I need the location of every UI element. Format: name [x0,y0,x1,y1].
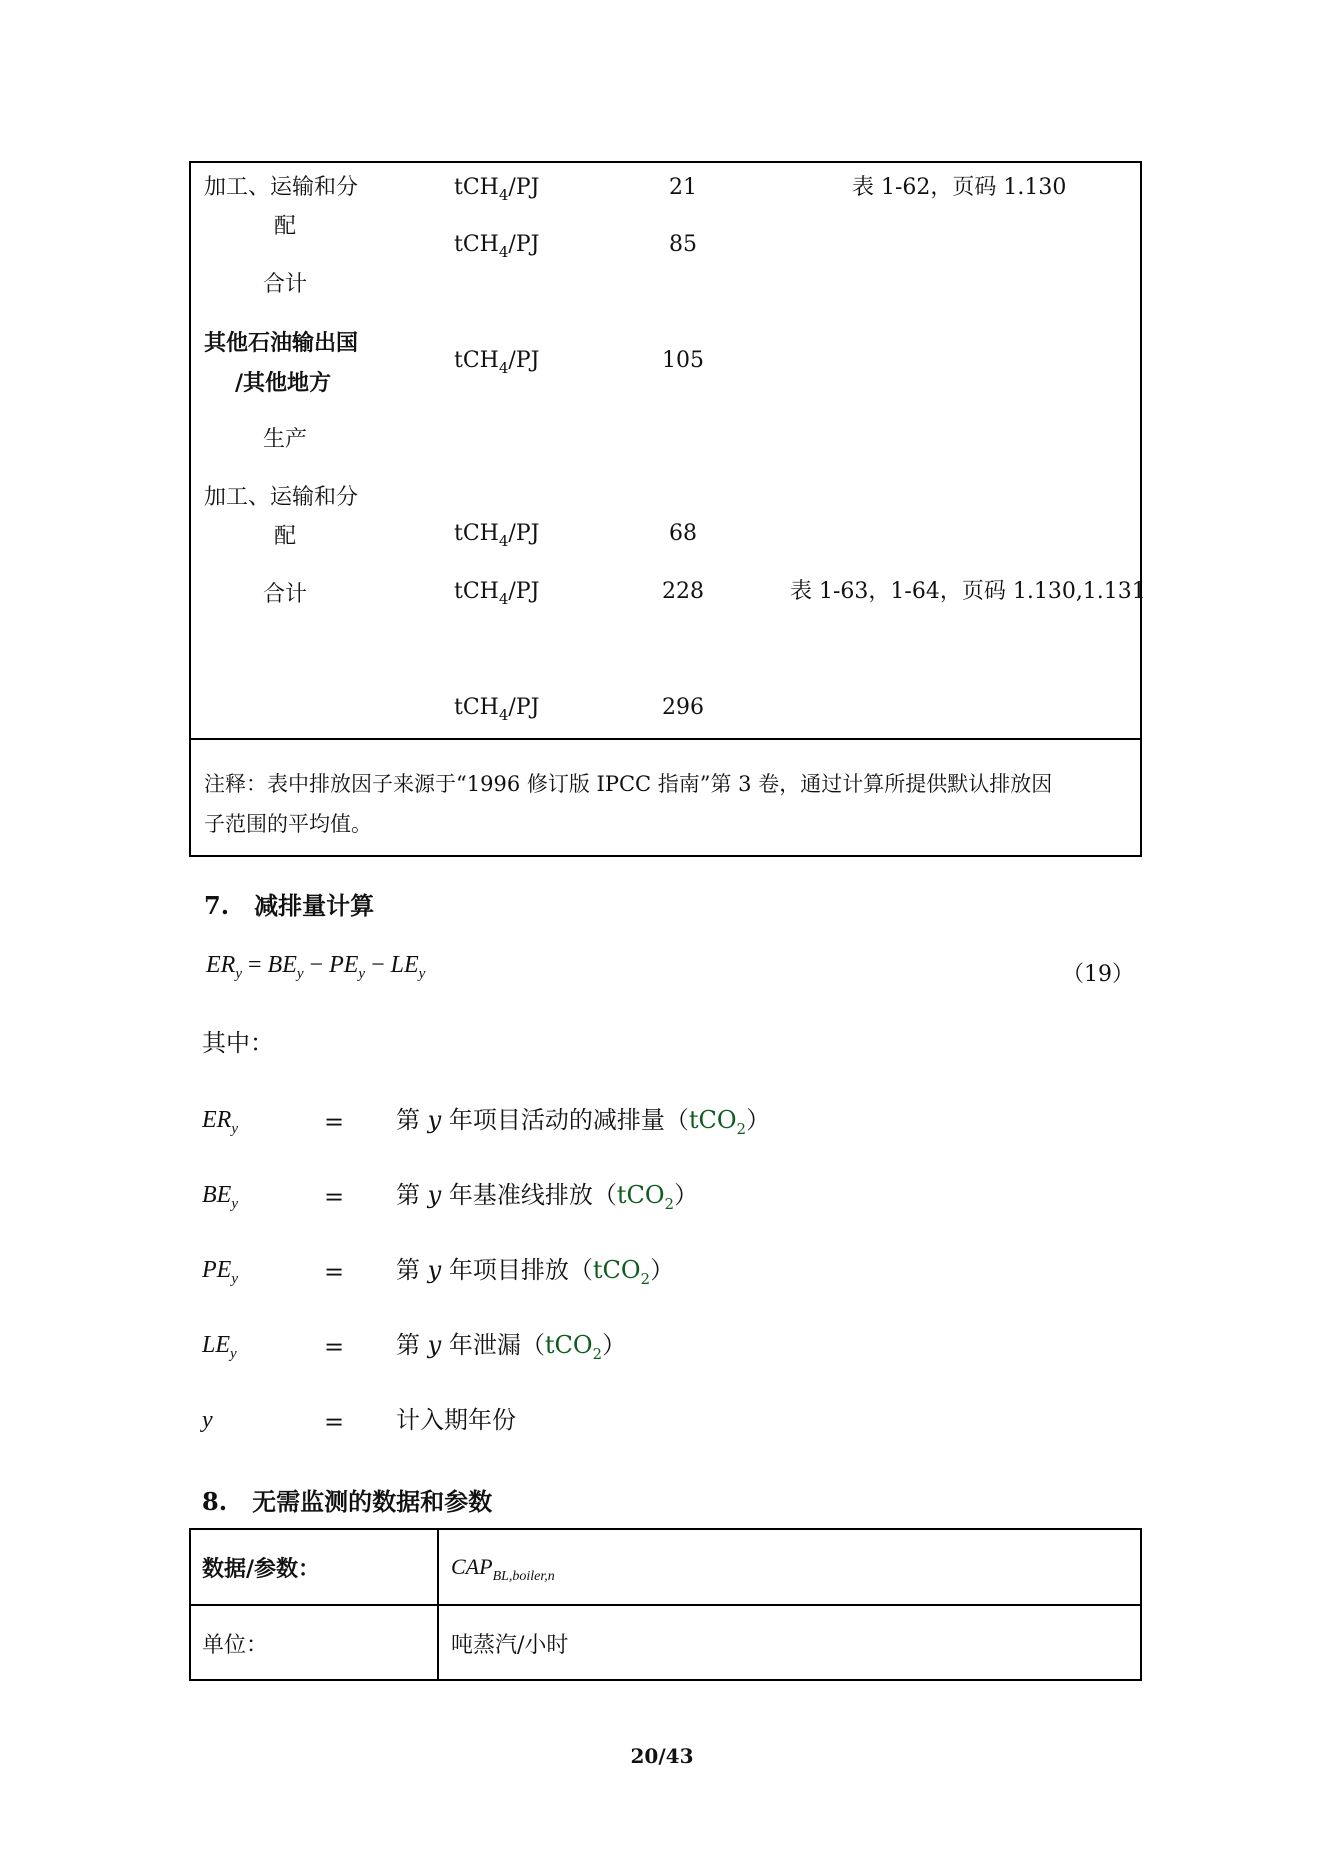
value-cell: 85 [669,232,697,257]
table-column-divider [437,1528,439,1681]
unit-cell: tCH$_4$/PJ [454,521,540,550]
table-note [204,764,1134,844]
def-equals: = [324,1408,345,1436]
where-label: 其中： [202,1029,274,1057]
row-label: 合计 [263,272,308,297]
def-symbol: $PE_y$ [202,1257,238,1287]
def-symbol: y [202,1407,213,1433]
def-equals: = [324,1108,345,1136]
value-cell: 21 [669,175,697,200]
source-cell: 表 1-63，1-64，页码 1.130,1.131 [790,579,1146,604]
formula-number: （19） [1062,962,1134,987]
def-symbol: $LE_y$ [202,1332,237,1362]
section-title: 无需监测的数据和参数 [252,1487,493,1516]
row-label-region: /其他地方 [235,370,332,396]
row-label-region: 其他石油输出国 [204,330,359,356]
def-symbol: $ER_y$ [202,1107,238,1137]
row-label: 配 [274,214,297,239]
unit-cell: tCH$_4$/PJ [454,348,540,377]
value-cell: 105 [662,348,704,373]
unit-cell: tCH$_4$/PJ [454,175,540,204]
param-value: 吨蒸汽/小时 [451,1633,569,1658]
section-number: 7. [204,891,230,920]
unit-cell: tCH$_4$/PJ [454,232,540,261]
row-label: 生产 [263,427,308,452]
def-equals: = [324,1258,345,1286]
unit-cell: tCH$_4$/PJ [454,579,540,608]
value-cell: 296 [662,695,704,720]
unit-cell: tCH$_4$/PJ [454,695,540,724]
section-heading [202,1482,492,1517]
row-label: 配 [274,524,297,549]
def-text: 第 y 年项目活动的减排量（tCO$_2$） [396,1106,771,1138]
formula-19: $ER_y = BE_y - PE_y - LE_y$ [206,952,426,982]
def-text: 第 y 年泄漏（tCO$_2$） [396,1331,627,1363]
row-label: 加工、运输和分 [204,175,359,200]
section-number: 8. [202,1487,228,1516]
param-value: $CAP_{BL,boiler,n}$ [451,1554,555,1584]
table-note-line: 子范围的平均值。 [204,812,372,836]
def-text: 第 y 年基准线排放（tCO$_2$） [396,1181,699,1213]
table-row-divider [189,1604,1142,1606]
value-cell: 68 [669,521,697,546]
source-cell: 表 1-62，页码 1.130 [852,175,1067,200]
param-label: 数据/参数： [202,1556,321,1582]
value-cell: 228 [662,579,704,604]
row-label: 合计 [263,582,308,607]
section-title: 减排量计算 [254,891,375,920]
def-text: 第 y 年项目排放（tCO$_2$） [396,1256,675,1288]
def-text: 计入期年份 [396,1406,516,1434]
table-divider [189,738,1142,740]
page-number: 20/43 [630,1744,694,1768]
def-symbol: $BE_y$ [202,1182,238,1212]
def-equals: = [324,1333,345,1361]
table-note-line: 注释：表中排放因子来源于“1996 修订版 IPCC 指南”第 3 卷，通过计算所提供默认排放因 [204,772,1053,796]
row-label: 加工、运输和分 [204,485,359,510]
section-heading [204,886,374,921]
def-equals: = [324,1183,345,1211]
param-label: 单位： [202,1633,269,1658]
